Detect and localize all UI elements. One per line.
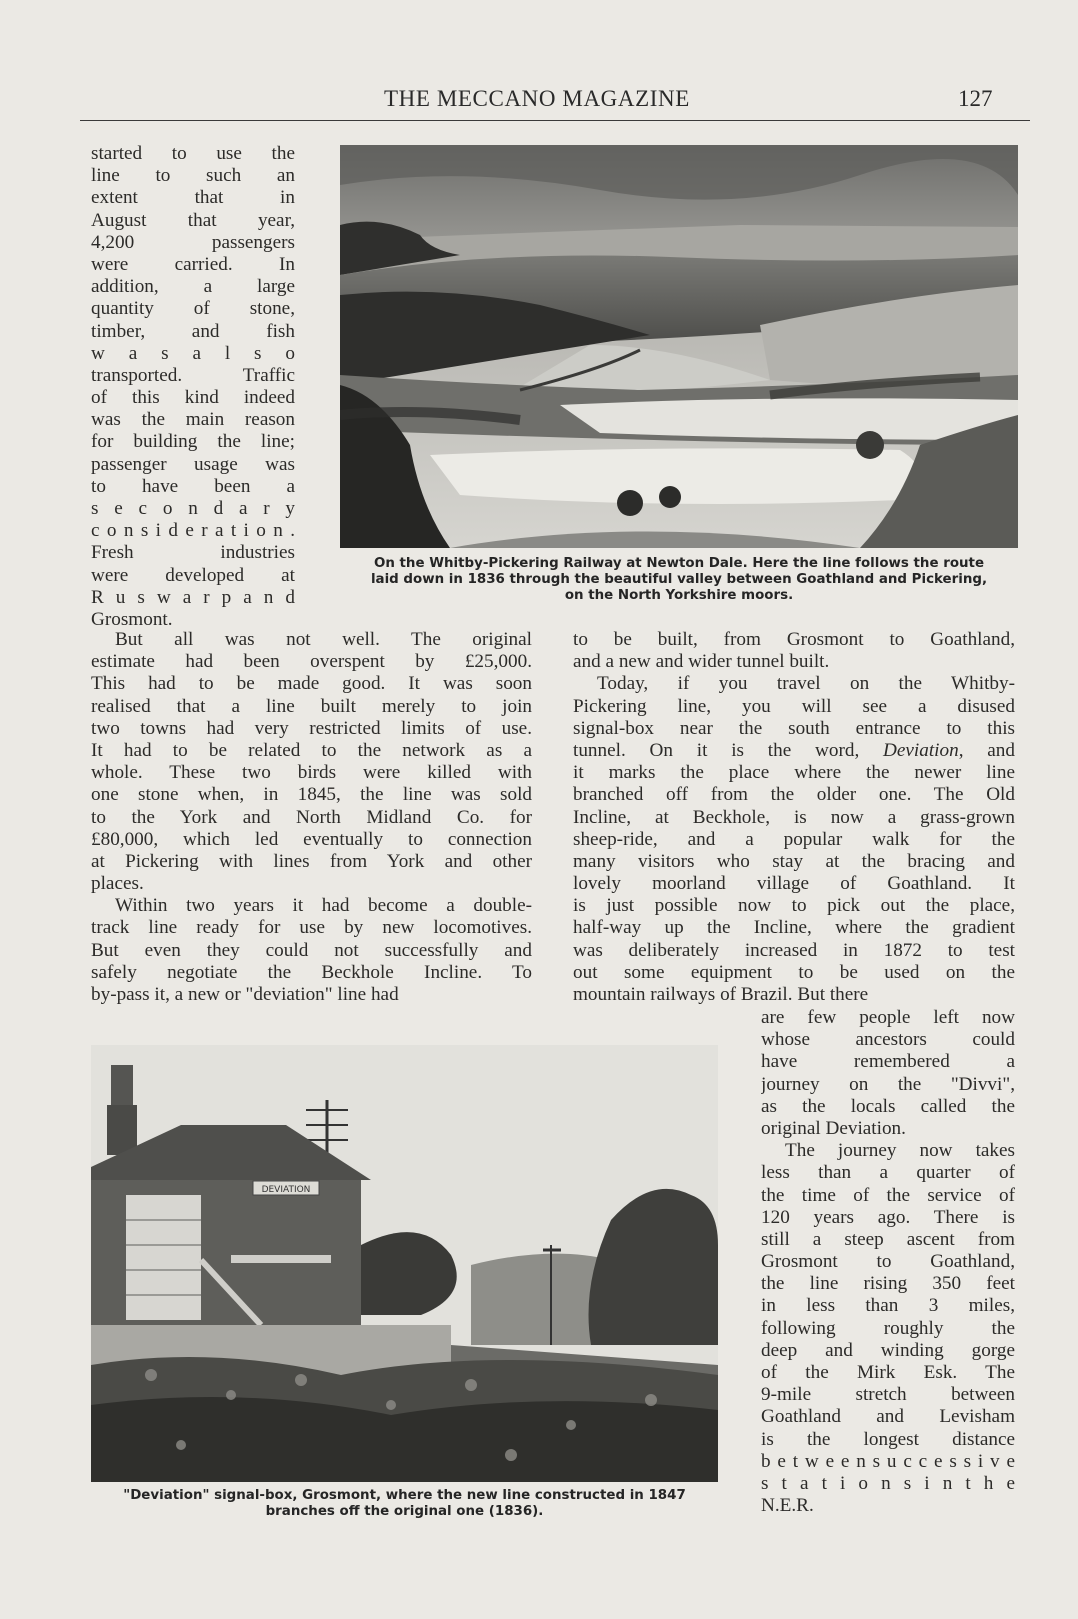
text-line: have remembered a [761, 1051, 1015, 1073]
text-line: Fresh industries [91, 542, 295, 564]
text-line: It had to be related to the network as a [91, 739, 532, 761]
text-line: 4,200 passengers [91, 231, 295, 253]
text-line: c o n s i d e r a t i o n . [91, 520, 295, 542]
italic-word: Deviation [883, 739, 959, 761]
text-line: branched off from the older one. The Old [573, 784, 1015, 806]
text-line: started to use the [91, 143, 295, 164]
text-line: following roughly the [761, 1317, 1015, 1339]
text-line: Pickering line, you will see a disused [573, 695, 1015, 717]
text-column-middle-right [573, 629, 1015, 1006]
text-line: addition, a large [91, 276, 295, 298]
text-line: two towns had very restricted limits of use. [91, 717, 532, 739]
text-line: R u s w a r p a n d [91, 586, 295, 608]
caption-line: on the North Yorkshire moors. [564, 588, 794, 603]
text-line: were carried. In [91, 253, 295, 275]
text-line: for building the line; [91, 431, 295, 453]
text-line: original Deviation. [761, 1117, 906, 1139]
text-line: But all was not well. The original [115, 629, 532, 650]
text-line: track line ready for use by new locomotives. [91, 917, 532, 939]
text-line: s t a t i o n s i n t h e [761, 1472, 1015, 1494]
text-line: is the longest distance [761, 1428, 1015, 1450]
text-line: to be built, from Grosmont to Goathland, [573, 629, 1015, 650]
text-line: the line rising 350 feet [761, 1273, 1015, 1295]
caption-line: laid down in 1836 through the beautiful valley between Goathland and Pickering, [370, 572, 988, 587]
text-line: in less than 3 miles, [761, 1295, 1015, 1317]
text-line: was the main reason [91, 409, 295, 431]
text-line: of this kind indeed [91, 387, 295, 409]
text-line: out some equipment to be used on the [573, 961, 1015, 983]
text-line: 120 years ago. There is [761, 1206, 1015, 1228]
text-line: realised that a line built merely to join [91, 695, 532, 717]
text-line: places. [91, 873, 144, 895]
newton-dale-photo-caption [336, 556, 1022, 604]
text-line: one stone when, in 1845, the line was sold [91, 784, 532, 806]
signal-box-photograph [91, 1045, 718, 1482]
signal-box-sign: DEVIATION [261, 1185, 311, 1195]
header-rule [80, 120, 1030, 121]
signal-box-photo-caption [86, 1488, 723, 1520]
text-line: many visitors who stay at the bracing and [573, 850, 1015, 872]
text-line: Within two years it had become a double- [115, 895, 532, 917]
text-line: sheep-ride, and a popular walk for the [573, 828, 1015, 850]
text-line: transported. Traffic [91, 364, 295, 386]
text-line: it marks the place where the newer line [573, 762, 1015, 784]
text-line: quantity of stone, [91, 298, 295, 320]
text-line: are few people left now [761, 1007, 1015, 1028]
text-line: w a s a l s o [91, 342, 295, 364]
text-line: whole. These two birds were killed with [91, 762, 532, 784]
caption-line: On the Whitby-Pickering Railway at Newton Dale. Here the line follows the route [373, 556, 985, 571]
text-line: was deliberately increased in 1872 to test [573, 939, 1015, 961]
text-line: line to such an [91, 165, 295, 187]
text-line: 9-mile stretch between [761, 1384, 1015, 1406]
text-line: journey on the "Divvi", [761, 1073, 1015, 1095]
text-line: at Pickering with lines from York and other [91, 850, 532, 872]
text-line: as the locals called the [761, 1095, 1015, 1117]
text-line: Today, if you travel on the Whitby- [597, 673, 1015, 695]
text-line: less than a quarter of [761, 1162, 1015, 1184]
text-line: whose ancestors could [761, 1029, 1015, 1051]
text-line: signal-box near the south entrance to this [573, 717, 1015, 739]
text-line: tunnel. On it is the word, Deviation, and [573, 739, 1015, 761]
text-line: is just possible now to pick out the place, [573, 895, 1015, 917]
text-line: of the Mirk Esk. The [761, 1362, 1015, 1383]
text-line: timber, and fish [91, 320, 295, 342]
caption-line: branches off the original one (1836). [265, 1504, 544, 1519]
text-line: August that year, [91, 209, 295, 231]
page-number: 127 [958, 86, 993, 111]
text-line: to have been a [91, 475, 295, 497]
text-line: half-way up the Incline, where the gradient [573, 917, 1015, 939]
text-line: passenger usage was [91, 453, 295, 475]
text-line: still a steep ascent from [761, 1228, 1015, 1250]
text-line: and a new and wider tunnel built. [573, 651, 830, 673]
page-header-title: THE MECCANO MAGAZINE [384, 86, 690, 111]
text-line: s e c o n d a r y [91, 498, 295, 519]
text-line: Goathland and Levisham [761, 1406, 1015, 1428]
text-line: the time of the service of [761, 1184, 1015, 1206]
text-line: estimate had been overspent by £25,000. [91, 651, 532, 673]
landscape-photo-image [340, 145, 1018, 548]
text-line: b e t w e e n s u c c e s s i v e [761, 1450, 1015, 1472]
text-line: Grosmont. [91, 608, 173, 630]
text-line: Incline, at Beckhole, is now a grass-grown [573, 806, 1015, 828]
text-column-bottom-right [761, 1007, 1015, 1517]
text-column-middle-left [91, 629, 532, 1006]
text-line: by-pass it, a new or "deviation" line had [91, 984, 399, 1005]
text-line: mountain railways of Brazil. But there [573, 984, 869, 1005]
newton-dale-photograph [340, 145, 1018, 548]
text-line: The journey now takes [785, 1140, 1015, 1162]
caption-line: "Deviation" signal-box, Grosmont, where the new line constructed in 1847 [123, 1488, 686, 1503]
text-line: lovely moorland village of Goathland. It [573, 873, 1015, 895]
text-line: deep and winding gorge [761, 1339, 1015, 1361]
signal-box-photo-image [91, 1045, 718, 1482]
text-line: extent that in [91, 187, 295, 209]
text-line: were developed at [91, 564, 295, 586]
text-line: N.E.R. [761, 1495, 814, 1517]
text-line: to the York and North Midland Co. for [91, 806, 532, 828]
text-line: But even they could not successfully and [91, 939, 532, 961]
text-line: £80,000, which led eventually to connection [91, 828, 532, 850]
text-line: This had to be made good. It was soon [91, 673, 532, 695]
text-line: safely negotiate the Beckhole Incline. To [91, 961, 532, 983]
text-line: Grosmont to Goathland, [761, 1251, 1015, 1273]
text-column-top-left [91, 143, 295, 631]
